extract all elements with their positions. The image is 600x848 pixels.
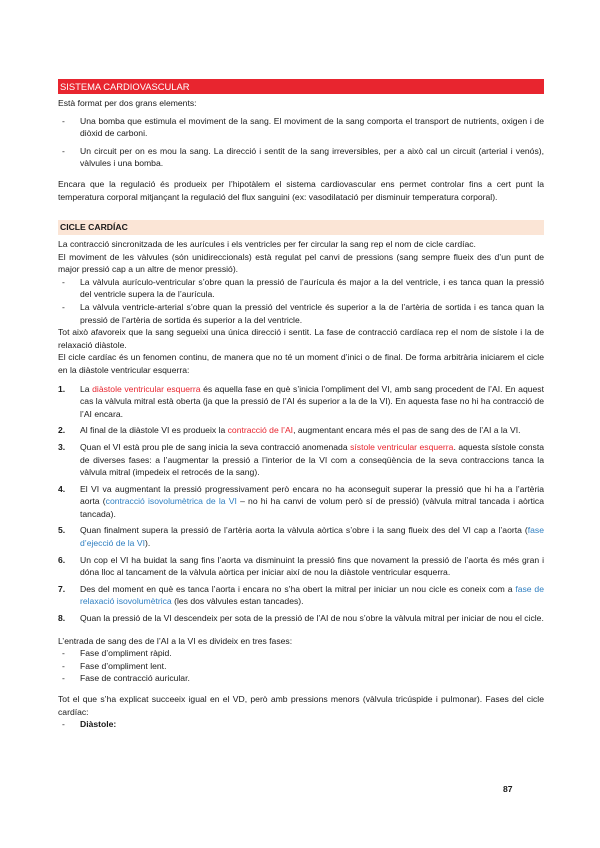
list-item: - Diàstole: (62, 719, 117, 730)
section-header-cardiac-cycle: CICLE CARDÍAC (58, 220, 544, 235)
step-item: 8. Quan la pressió de la VI descendeix per sota de la pressió de l’AI de nou s’obre la vàlvula mitral per iniciar de nou el cicle. (58, 613, 544, 624)
final-list (58, 718, 544, 731)
list-item: - La vàlvula ventricle-arterial s’obre quan la pressió del ventricle és superior a la de l’artèria de sortida i es tanca quan la pressió de l’artèria de sortida és superior a la del ventricle. (62, 301, 544, 325)
list-item: - Fase de contracció auricular. (62, 673, 190, 684)
steps-list (58, 383, 544, 625)
cycle-body (58, 238, 544, 731)
step-item: 3. Quan el VI està prou ple de sang inicia la seva contracció anomenada sístole ventricular esquerra. aquesta sístole consta de diverses fases: a l’augmentar la pressió a l’interior de la VI com a conseqüència de la seva contraccions tanca la vàlvula mitral (impedeix el retrocés de la sang). (58, 441, 545, 478)
list-item: - La vàlvula aurículo-ventricular s’obre quan la pressió de l’aurícula és major a la del ventricle, i es tanca quan la pressió del ventricle supera la de l’aurícula. (62, 276, 544, 300)
section-body (58, 97, 544, 203)
cycle-paragraph: Tot el que s’ha explicat succeeix igual en el VD, però amb pressions menors (vàlvula tricúspide i pulmonar). Fases del cicle cardíac: (58, 694, 544, 717)
page-number: 87 (503, 784, 513, 794)
cycle-paragraph: El moviment de les vàlvules (són unidireccionals) està regulat pel canvi de pressions (sang sempre flueix des d’un punt de major pressió cap a un altre de menor pressió). (58, 251, 544, 275)
regulation-text: Encara que la regulació és produeix per l’hipotàlem el sistema cardiovascular ens permet controlar fins a cert punt la temperatura corporal mitjançant la regulació del flux sanguini (ex: vasodilatació per disminuir temperatura corporal). (58, 178, 544, 202)
step-item: 7. Des del moment en què es tanca l’aorta i encara no s’ha obert la mitral per iniciar un nou cicle es coneix com a fase de relaxació isovolumètrica (les dos vàlvules estan tancades). (58, 583, 544, 607)
step-item: 6. Un cop el VI ha buidat la sang fins l’aorta va disminuint la pressió fins que novament la pressió de l’aorta és més gran i dóna lloc al tancament de la vàlvula aòrtica per iniciar així de nou la diàstole ventricular esquerra. (58, 554, 544, 578)
elements-list (58, 115, 544, 170)
list-item: - Una bomba que estimula el moviment de la sang. El moviment de la sang comporta el transport de nutrients, oxigen i de diòxid de carboni. (62, 115, 544, 139)
step-item: 2. Al final de la diàstole VI es produeix la contracció de l’AI, augmentant encara més el pas de sang des de l’AI a la VI. (58, 425, 521, 436)
cycle-paragraph: La contracció sincronitzada de les aurícules i els ventricles per fer circular la sang rep el nom de cicle cardíac. (58, 239, 476, 249)
intro-text: Està format per dos grans elements: (58, 98, 197, 108)
step-item: 4. El VI va augmentant la pressió progressivament però encara no ha aconseguit superar la pressió que hi ha a l’artèria aorta (contracció isovolumètrica de la VI – no hi ha canvi de volum però sí de pressió) (vàlvula mitral tancada i aòrtica tancada). (58, 483, 545, 519)
cycle-paragraph: L’entrada de sang des de l’AI a la VI es divideix en tres fases: (58, 635, 293, 646)
list-item: - Fase d’ompliment ràpid. (62, 648, 172, 659)
step-item: 1. La diàstole ventricular esquerra és aquella fase en què s’inicia l’ompliment del VI, amb sang procedent de l’AI. En aquest cas la vàlvula mitral està oberta (ja que la pressió de l’AI és superior a la de la VI). En aquesta fase no hi ha contracció de l’AI encara. (58, 383, 544, 419)
cycle-paragraph: El cicle cardíac és un fenomen continu, de manera que no té un moment d’inici o de final. De forma arbitrària iniciarem el cicle en la diàstole ventricular esquerra: (58, 352, 544, 375)
phases-list (58, 647, 544, 685)
step-item: 5. Quan finalment supera la pressió de l’artèria aorta la vàlvula aòrtica s’obre i la sang flueix des del VI cap a l’aorta (fase d’ejecció de la VI). (58, 525, 544, 549)
section-header-cardiovascular: SISTEMA CARDIOVASCULAR (58, 79, 544, 94)
cycle-paragraph: Tot això afavoreix que la sang segueixi una única direcció i sentit. La fase de contracció cardíaca rep el nom de sístole i la de relaxació diàstole. (58, 327, 544, 350)
list-item: - Fase d’ompliment lent. (62, 660, 167, 671)
valves-list (58, 276, 544, 326)
list-item: - Un circuit per on es mou la sang. La direcció i sentit de la sang irreversibles, per a això cal un circuit (arterial i venós), vàlvules i una bomba. (62, 145, 544, 169)
